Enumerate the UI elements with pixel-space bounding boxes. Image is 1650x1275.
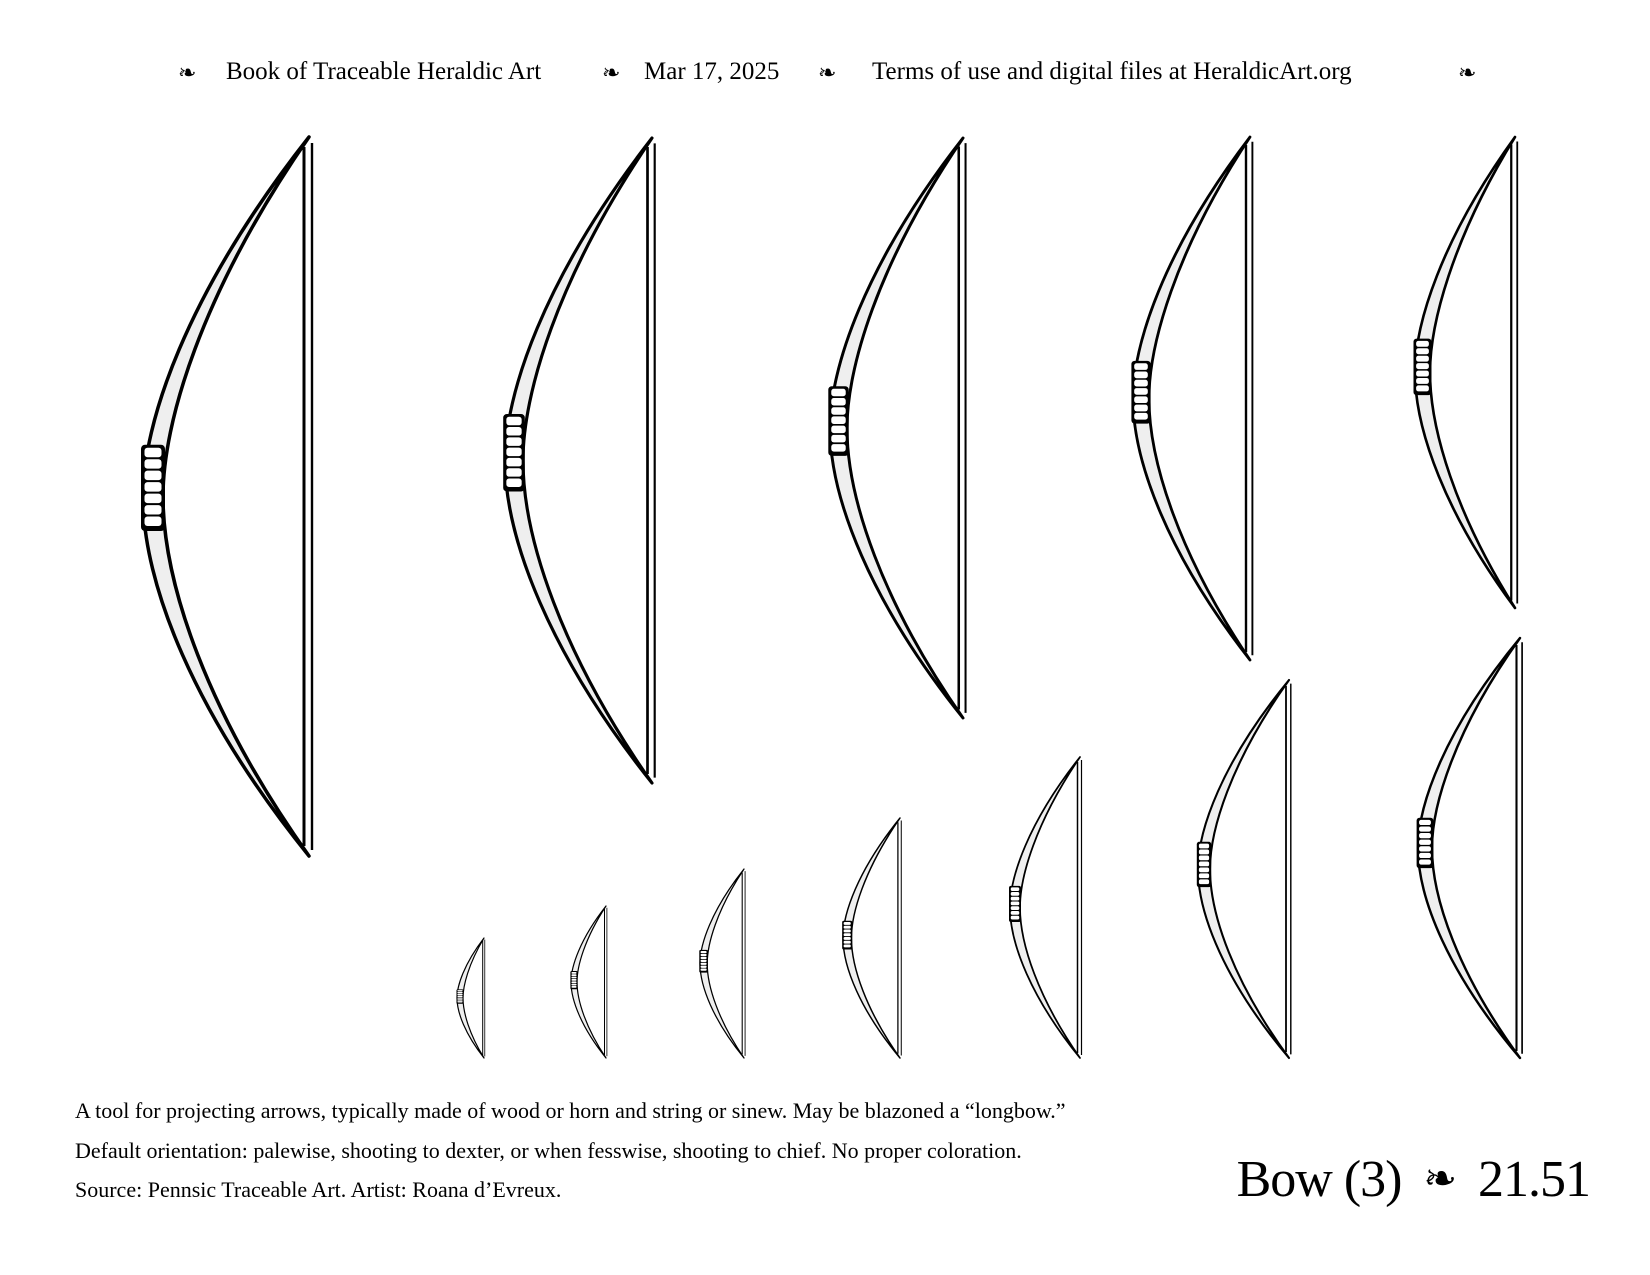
fleuron-icon: ❧ bbox=[178, 61, 197, 86]
bow-figure bbox=[456, 938, 484, 1058]
bow-figure bbox=[1131, 137, 1252, 660]
bow-grip bbox=[842, 921, 852, 950]
bow-grip bbox=[1197, 842, 1211, 887]
bow-figure bbox=[1009, 757, 1082, 1058]
bow-limb bbox=[505, 138, 652, 783]
plate-name: Bow (3) bbox=[1236, 1151, 1402, 1208]
bow-limb bbox=[1198, 680, 1289, 1058]
bow-grip bbox=[141, 445, 165, 531]
bow-figure bbox=[842, 818, 901, 1058]
bow-figure bbox=[828, 138, 965, 718]
plate-number: 21.51 bbox=[1478, 1151, 1590, 1208]
fleuron-icon: ❧ bbox=[818, 61, 837, 86]
bow-figure bbox=[1414, 137, 1518, 608]
description-line-2: Default orientation: palewise, shooting to dexter, or when fesswise, shooting to chief. No proper coloration. bbox=[75, 1138, 1022, 1163]
bow-grip bbox=[1414, 339, 1432, 396]
bow-grip bbox=[456, 989, 463, 1003]
bow-grip bbox=[699, 950, 708, 973]
description-line-1: A tool for projecting arrows, typically made of wood or horn and string or sinew. May be blazoned a “longbow.” bbox=[75, 1098, 1066, 1123]
plate-title bbox=[1237, 1150, 1590, 1209]
bow-grip bbox=[503, 414, 525, 491]
bow-grip bbox=[1417, 818, 1434, 868]
fleuron-icon: ❧ bbox=[1423, 1156, 1456, 1202]
bow-figure bbox=[570, 906, 607, 1058]
header-date: Mar 17, 2025 bbox=[644, 58, 780, 85]
description-line-3: Source: Pennsic Traceable Art. Artist: Roana d’Evreux. bbox=[75, 1177, 562, 1202]
fleuron-icon: ❧ bbox=[602, 61, 621, 86]
book-title: Book of Traceable Heraldic Art bbox=[226, 58, 542, 85]
bow-figure bbox=[141, 137, 312, 856]
bow-grip bbox=[828, 386, 848, 456]
bow-figure bbox=[503, 138, 655, 783]
bow-figure bbox=[699, 869, 745, 1058]
bow-figure bbox=[1417, 638, 1523, 1058]
bow-limb bbox=[830, 138, 963, 718]
bow-grip bbox=[570, 971, 577, 989]
fleuron-icon: ❧ bbox=[1458, 61, 1477, 86]
terms-link-text: Terms of use and digital files at HeraldicArt.org bbox=[872, 58, 1352, 85]
bow-grip bbox=[1009, 886, 1021, 922]
bow-grip bbox=[1131, 361, 1150, 424]
bow-limb bbox=[143, 137, 309, 856]
bow-figure bbox=[1197, 680, 1291, 1058]
